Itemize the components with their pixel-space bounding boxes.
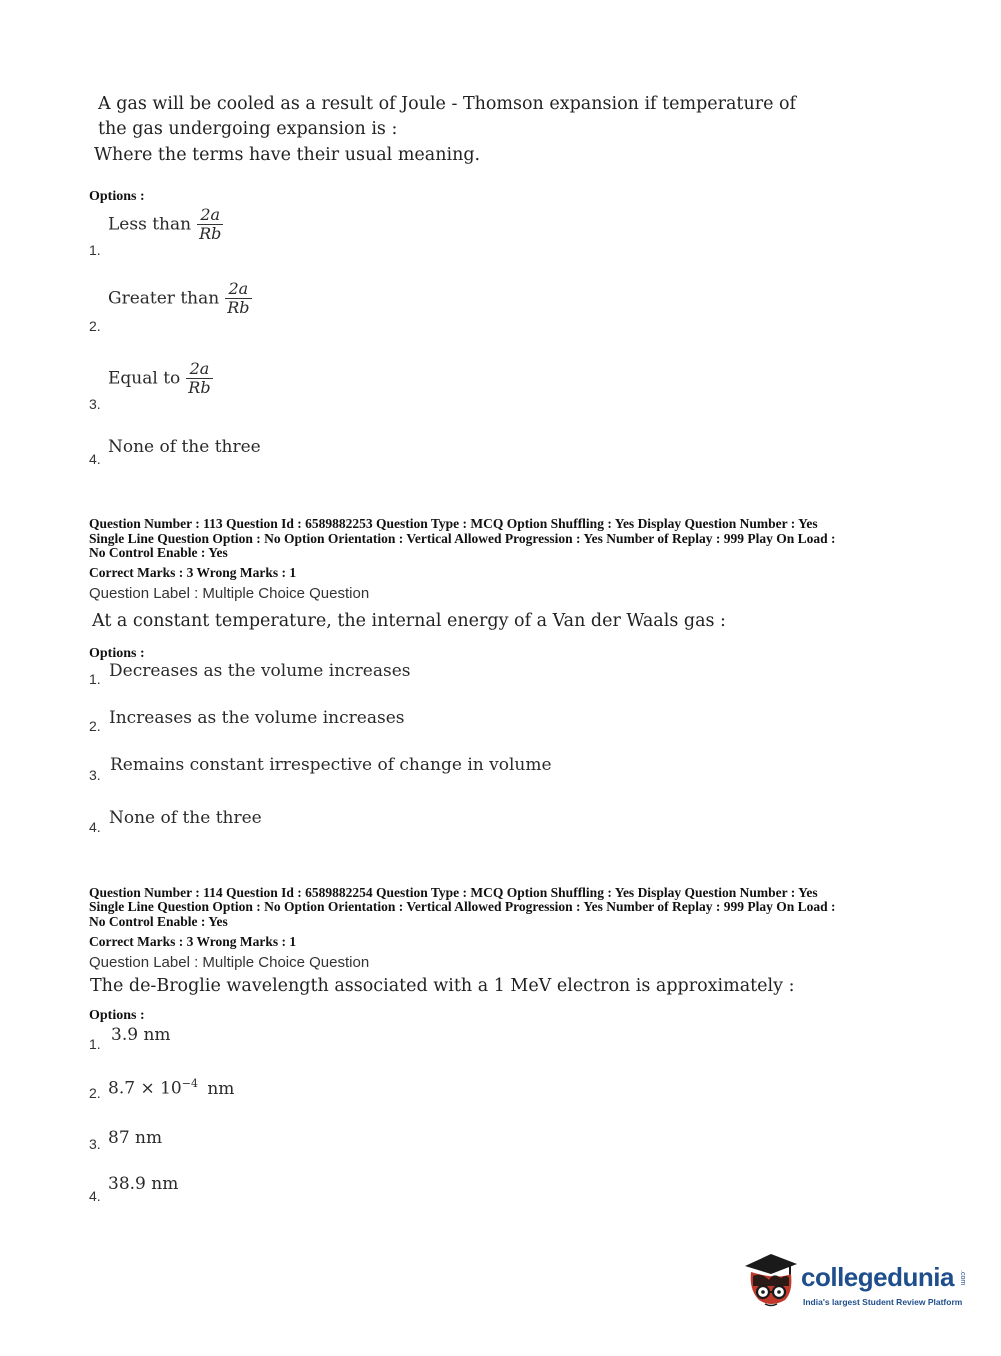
q112-options-heading: Options : xyxy=(89,189,145,204)
q113-question-text: At a constant temperature, the internal energy of a Van der Waals gas : xyxy=(92,611,726,631)
fraction: $\frac{2a}{Rb}$ xyxy=(188,359,211,397)
q114-meta-line2: Single Line Question Option : No Option Orientation : Vertical Allowed Progression : Yes Number of Replay : 999 Play On Load : xyxy=(89,899,836,914)
q114-question-label: Question Label : Multiple Choice Question xyxy=(89,954,370,971)
q113-meta-line2: Single Line Question Option : No Option Orientation : Vertical Allowed Progression : Yes Number of Replay : 999 Play On Load : xyxy=(89,531,836,546)
option-number: 4. xyxy=(89,819,101,835)
option-number: 2. xyxy=(89,1085,101,1101)
q113-meta-line3: No Control Enable : Yes xyxy=(89,545,228,560)
option-number: 1. xyxy=(89,671,101,687)
q114-marks: Correct Marks : 3 Wrong Marks : 1 xyxy=(89,934,297,949)
q113-options-heading: Options : xyxy=(89,646,145,661)
option-text: $8.7 \times 10^{-4}$ nm xyxy=(108,1077,235,1099)
option-number: 3. xyxy=(89,767,101,783)
option-text: 3.9 nm xyxy=(111,1025,171,1045)
option-text: Less than xyxy=(108,214,192,235)
option-text: Decreases as the volume increases xyxy=(109,661,411,681)
q113-marks: Correct Marks : 3 Wrong Marks : 1 xyxy=(89,565,297,580)
brand-tagline: India's largest Student Review Platform xyxy=(803,1297,963,1307)
option-text: Increases as the volume increases xyxy=(109,708,405,728)
fraction: $\frac{2a}{Rb}$ xyxy=(227,279,250,317)
brand-name: collegedunia xyxy=(801,1262,954,1292)
brand-dotcom: .com xyxy=(959,1270,966,1286)
option-number: 4. xyxy=(89,1188,101,1204)
option-text: None of the three xyxy=(109,808,262,828)
option-number: 3. xyxy=(89,396,101,412)
q114-meta-line1: Question Number : 114 Question Id : 6589882254 Question Type : MCQ Option Shuffling : Yes Display Question Number : Yes xyxy=(89,885,818,900)
option-text: 38.9 nm xyxy=(108,1174,179,1194)
q114-meta-line3: No Control Enable : Yes xyxy=(89,914,228,929)
q113-meta-line1: Question Number : 113 Question Id : 6589882253 Question Type : MCQ Option Shuffling : Yes Display Question Number : Yes xyxy=(89,516,818,531)
option-text: Remains constant irrespective of change in volume xyxy=(110,755,552,775)
option-number: 2. xyxy=(89,318,101,334)
option-number: 3. xyxy=(89,1136,101,1152)
q112-text-line1: A gas will be cooled as a result of Joule - Thomson expansion if temperature of xyxy=(98,94,797,114)
option-number: 1. xyxy=(89,242,101,258)
q113-question-label: Question Label : Multiple Choice Question xyxy=(89,585,370,602)
fraction: $\frac{2a}{Rb}$ xyxy=(199,205,222,243)
option-text: 87 nm xyxy=(108,1128,163,1148)
option-number: 1. xyxy=(89,1036,101,1052)
q114-question-text: The de-Broglie wavelength associated with a 1 MeV electron is approximately : xyxy=(90,976,795,996)
q112-text-line2: the gas undergoing expansion is : xyxy=(98,119,398,139)
option-number: 2. xyxy=(89,718,101,734)
q114-options-heading: Options : xyxy=(89,1008,145,1023)
q112-text-line3: Where the terms have their usual meaning. xyxy=(94,145,481,165)
option-number: 4. xyxy=(89,451,101,467)
option-text: Greater than xyxy=(108,288,220,309)
option-text: None of the three xyxy=(108,437,261,457)
option-text: Equal to xyxy=(108,368,181,389)
mascot-icon xyxy=(741,1250,803,1312)
collegedunia-logo[interactable] xyxy=(741,1250,971,1312)
